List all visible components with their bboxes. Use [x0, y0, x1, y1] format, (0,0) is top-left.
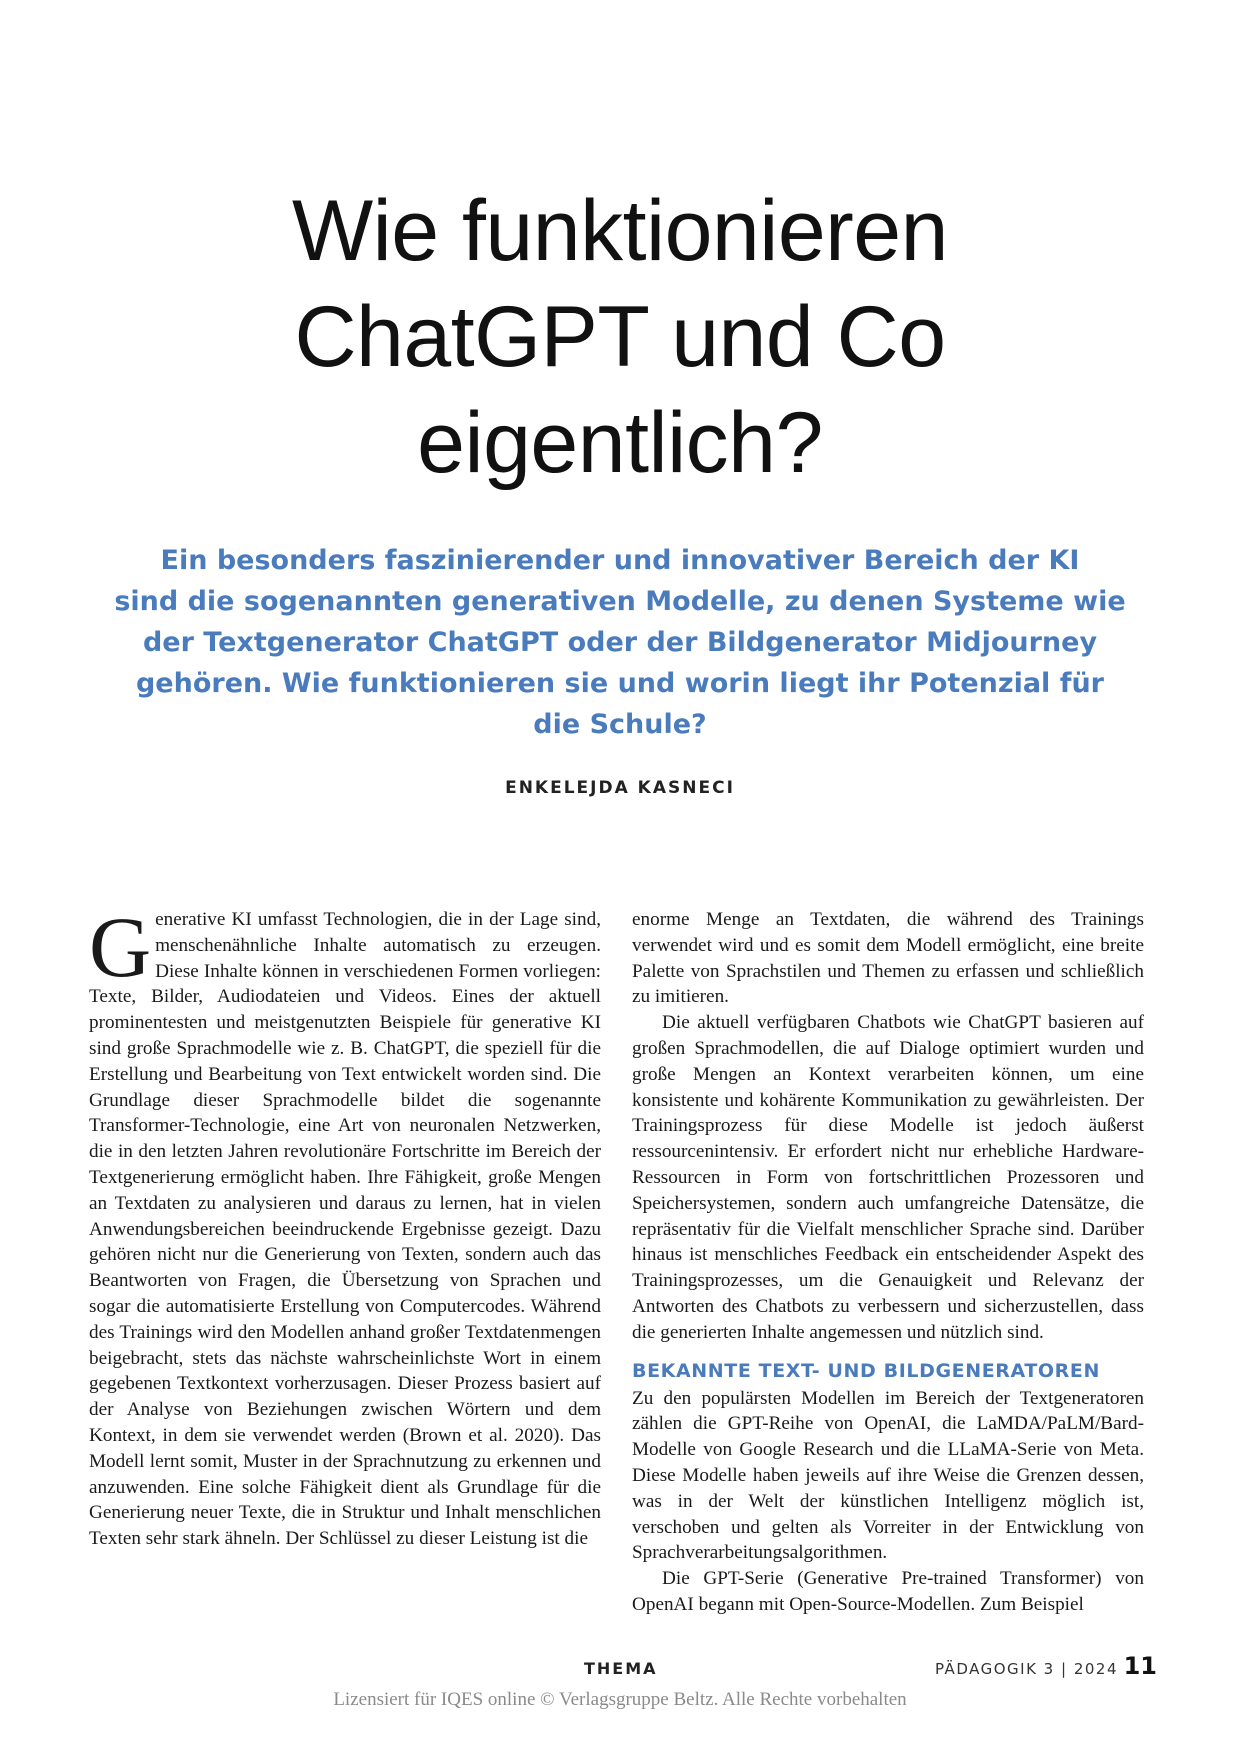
body-paragraph-4: Die GPT-Serie (Generative Pre-trained Transformer) von OpenAI begann mit Open-Source-Modellen. Zum Beispiel [632, 1568, 1144, 1615]
body-paragraph-1 [89, 899, 601, 1552]
author-byline: ENKELEJDA KASNECI [505, 778, 735, 798]
body-column-right [632, 907, 1144, 1618]
license-notice: Lizensiert für IQES online © Verlagsgruppe Beltz. Alle Rechte vorbehalten [333, 1689, 907, 1710]
body-column-left [89, 899, 601, 1552]
lead-line-1: Ein besonders faszinierender und innovativer Bereich der KI [160, 545, 1080, 576]
body-paragraph-1-continued: enorme Menge an Textdaten, die während des Trainings verwendet wird und es somit dem Modell ermöglicht, eine breite Palette von Sprachstilen und Themen zu erfassen und schließlich zu imitieren. [632, 909, 1144, 1008]
paragraph-1-text: enerative KI umfasst Technologien, die in der Lage sind, menschenähnliche Inhalte automatisch zu erzeugen. Diese Inhalte können in verschiedenen Formen vorliegen: Texte, Bilder, Audiodateien und Videos. Eines der aktuell prominentesten und meistgenutzten Beispiele für generative KI sind große Sprachmodelle wie z. B. ChatGPT, die speziell für die Erstellung und Bearbeitung von Text entwickelt worden sind. Die Grundlage dieser Sprachmodelle bildet die sogenannte Transformer-Technologie, eine Art von neuronalen Netzwerken, die in den letzten Jahren revolutionäre Fortschritte im Bereich der Textgenerierung ermöglicht haben. Ihre Fähigkeit, große Mengen an Textdaten zu analysieren und daraus zu lernen, hat in vielen Anwendungsbereichen beeindruckende Ergebnisse gezeigt. Dazu gehören nicht nur die Generierung von Texten, sondern auch das Beantworten von Fragen, die Übersetzung von Sprachen und sogar die automatisierte Erstellung von Computercodes. Während des Trainings wird den Modellen anhand großer Textdatenmengen beigebracht, stets das nächste wahrscheinlichste Wort in einem gegebenen Textkontext vorherzusagen. Dieser Prozess basiert auf der Analyse von Beziehungen zwischen Wörtern und dem Kontext, in dem sie verwendet werden (Brown et al. 2020). Das Modell lernt somit, Muster in der Sprachnutzung zu erkennen und anzuwenden. Eine solche Fähigkeit dient als Grundlage für die Generierung neuer Texte, die in Struktur und Inhalt menschlichen Texten sehr stark ähneln. Der Schlüssel zu dieser Leistung ist die [89, 909, 601, 1550]
lead-line-3: der Textgenerator ChatGPT oder der Bildgenerator Midjourney [142, 627, 1098, 658]
lead-line-2: sind die sogenannten generativen Modelle, zu denen Systeme wie [114, 586, 1126, 617]
footer-section-label: THEMA [584, 1659, 658, 1678]
lead-line-4: gehören. Wie funktionieren sie und worin liegt ihr Potenzial für [135, 668, 1104, 699]
page-number: 11 [1123, 1652, 1157, 1680]
article-title [120, 178, 1120, 496]
body-paragraph-3: Zu den populärsten Modellen im Bereich der Textgeneratoren zählen die GPT-Reihe von OpenAI, die LaMDA/PaLM/Bard-Modelle von Google Research und die LLaMA-Serie von Meta. Diese Modelle haben jeweils auf ihre Weise die Grenzen dessen, was in der Welt der künstlichen Intelligenz möglich ist, verschoben und gelten als Vorreiter in der Entwicklung von Sprachverarbeitungsalgorithmen. [632, 1387, 1144, 1564]
lead-line-5: die Schule? [533, 709, 707, 740]
article-lead [110, 540, 1130, 745]
title-line-2: ChatGPT und Co [294, 289, 946, 385]
footer-issue: PÄDAGOGIK 3 | 2024 [934, 1660, 1118, 1678]
drop-cap: G [89, 899, 152, 995]
section-heading: BEKANNTE TEXT- UND BILDGENERATOREN [632, 1359, 1100, 1382]
body-paragraph-2: Die aktuell verfügbaren Chatbots wie ChatGPT basieren auf großen Sprachmodellen, die auf Dialoge optimiert wurden und große Mengen an Kontext verarbeiten können, um eine konsistente und kohärente Kommunikation zu gewährleisten. Der Trainingsprozess für diese Modelle ist jedoch äußerst ressourcenintensiv. Er erfordert nicht nur erhebliche Hardware-Ressourcen in Form von fortschrittlichen Prozessoren und Speichersystemen, sondern auch umfangreiche Datensätze, die repräsentativ für die Vielfalt menschlicher Sprache sind. Darüber hinaus ist menschliches Feedback ein entscheidender Aspekt des Trainingsprozesses, um die Genauigkeit und Relevanz der Antworten des Chatbots zu verbessern und sicherzustellen, dass die generierten Inhalte angemessen und nützlich sind. [632, 1012, 1144, 1343]
title-line-3: eigentlich? [417, 395, 823, 491]
title-line-1: Wie funktionieren [292, 183, 948, 279]
